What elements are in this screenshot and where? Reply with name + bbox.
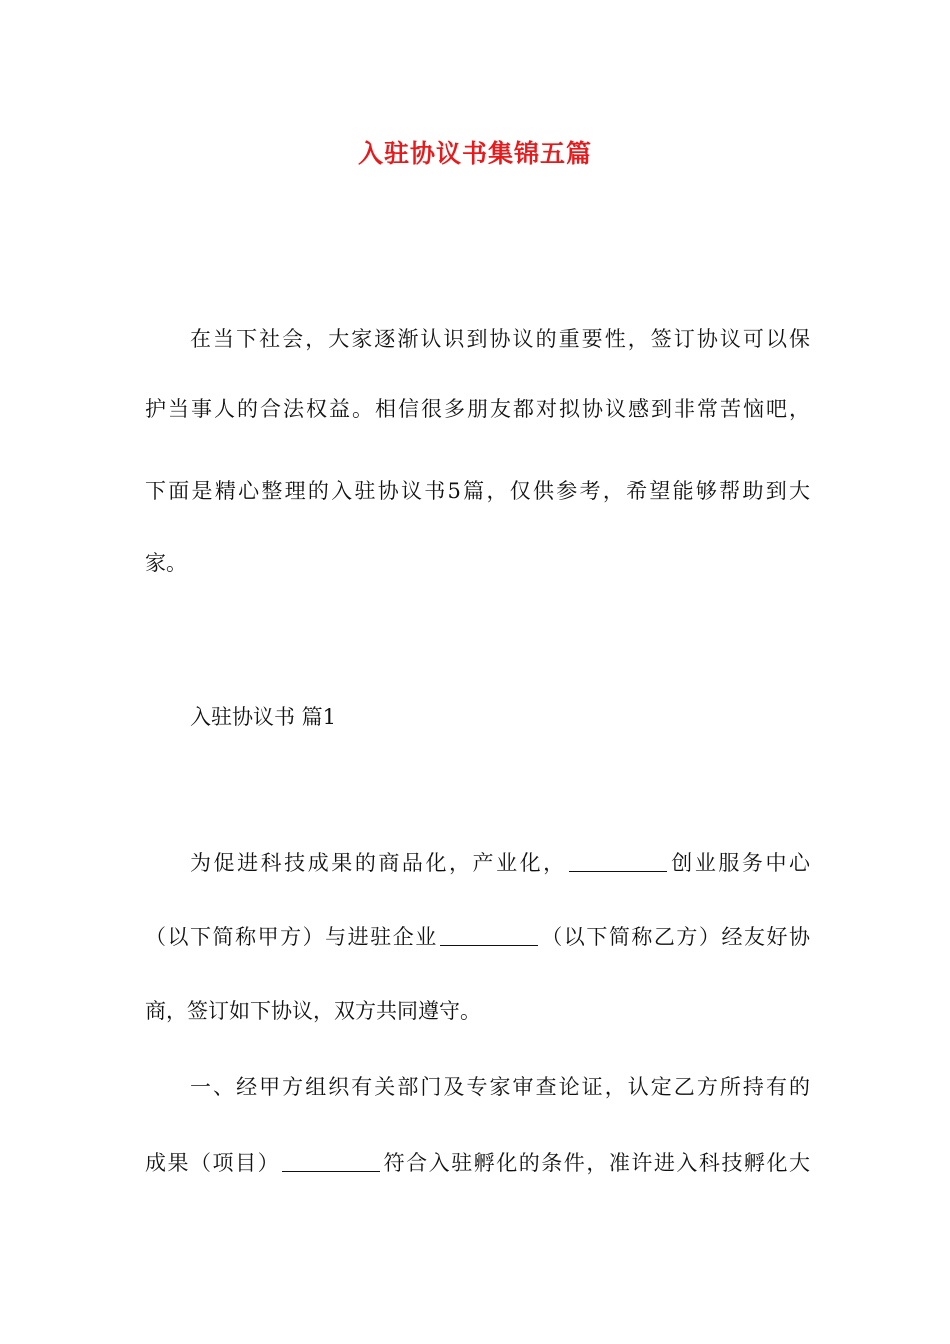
intro-line-3: 下面是精心整理的入驻协议书5篇，仅供参考，希望能够帮助到大 — [145, 479, 810, 503]
intro-line-1: 在当下社会，大家逐渐认识到协议的重要性，签订协议可以保 — [190, 327, 810, 351]
fill-in-blank — [282, 1151, 380, 1172]
para1-line-1 — [190, 846, 810, 880]
para2-line-2-text-before: 成果（项目） — [145, 1151, 281, 1175]
para1-line-3: 商，签订如下协议，双方共同遵守。 — [145, 999, 481, 1023]
document-title: 入驻协议书集锦五篇 — [357, 139, 592, 168]
fill-in-blank — [440, 925, 538, 946]
para2-line-2 — [145, 1146, 810, 1180]
para2-line-1: 一、经甲方组织有关部门及专家审查论证，认定乙方所持有的 — [190, 1075, 810, 1099]
intro-line-4: 家。 — [145, 551, 187, 575]
para2-line-2-text-after: 符合入驻孵化的条件，准许进入科技孵化大 — [382, 1151, 811, 1175]
fill-in-blank — [569, 851, 667, 872]
para1-line-2 — [145, 920, 810, 954]
section-heading: 入驻协议书 篇1 — [190, 705, 337, 729]
para1-line-2-text-before: （以下简称甲方）与进驻企业 — [145, 925, 438, 949]
para1-line-2-text-after: （以下简称乙方）经友好协 — [539, 925, 811, 949]
para1-line-1-text-after: 创业服务中心 — [668, 851, 811, 875]
para1-line-1-text-before: 为促进科技成果的商品化，产业化， — [190, 851, 567, 875]
intro-line-2: 护当事人的合法权益。相信很多朋友都对拟协议感到非常苦恼吧， — [145, 397, 810, 421]
